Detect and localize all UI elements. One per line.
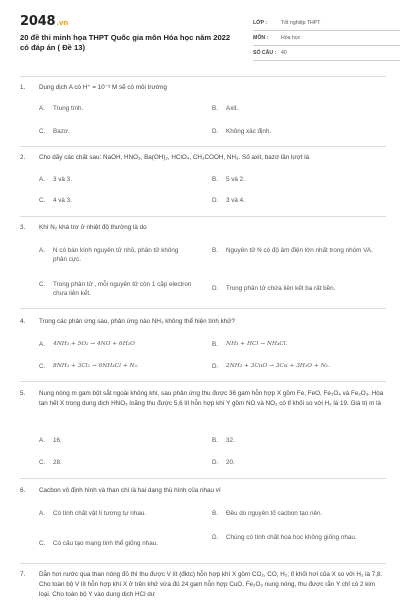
question-block [20,146,386,217]
question-stem: 3. Khí N₂ khá trơ ở nhiệt độ thường là do [20,224,147,231]
answer-option[interactable]: A. 16. [39,437,62,444]
document-header [20,14,386,58]
answer-option[interactable]: D. 2NH₃ + 3CuO → 3Cu + 3H₂O + N₂. [212,363,330,370]
question-stem: 6. Cacbon vô định hình và than chì là hai dạng thù hình của nhau vì [20,487,221,494]
question-block [20,381,386,477]
question-stem: 2. Cho dãy các chất sau: NaOH, HNO₃, Ba(OH)₂, HClO₄, CH₃COOH, NH₃. Số axit, bazơ lần lượt là [20,154,310,161]
question-stem: 1. Dung dịch A có H⁺ = 10⁻³ M sẽ có môi trường [20,84,167,91]
question-block [20,563,386,600]
answer-option[interactable]: B. 5 và 2. [212,176,245,183]
answer-option[interactable]: A. Có tính chất vật lí tương tự nhau. [39,510,147,517]
meta-row-class: LỚP : Tốt nghiệp THPT [253,16,400,31]
question-stem: 5. Nung nóng m gam bột sắt ngoài không khí, sau phản ứng thu được 36 gam hỗn hợp X gồm Fe, FeO, Fe₃O₄ và Fe₂O₃. Hòa tan hết X trong dung dịch HNO₃ loãng thu được 5,6 lít hỗn hợp khí Y gồm NO và NO₂ có tỉ khối so với H₂ là 19. Giá trị m là [20,390,384,407]
document-meta [253,16,400,61]
answer-option[interactable]: C. 8NH₃ + 3Cl₂ → 6NH₄Cl + N₂. [39,363,139,370]
question-block [20,76,386,147]
answer-option[interactable]: C. 28. [39,459,62,466]
answer-option[interactable]: D. 3 và 4. [212,197,245,204]
answer-option[interactable]: B. Đều do nguyên tố cacbon tạo nên. [212,510,323,517]
answer-option[interactable]: B. Nguyên tử N có độ âm điện lớn nhất trong nhóm VA. [212,247,373,254]
meta-row-subject: MÔN : Hóa học [253,31,400,46]
question-stem: 4. Trong các phản ứng sau, phản ứng nào NH₃ không thể hiện tính khử? [20,318,235,325]
answer-option[interactable]: B. NH₃ + HCl → NH₄Cl. [212,341,288,348]
answer-option[interactable]: C. 4 và 3. [39,197,72,204]
answer-option[interactable]: C. Trong phân tử , mỗi nguyên tử còn 1 cặp electron chưa liên kết. [39,281,192,297]
answer-option[interactable]: A. Trung tính. [39,105,84,112]
answer-option[interactable]: A. 4NH₃ + 5O₂ → 4NO + 6H₂O [39,341,135,348]
answer-option[interactable]: B. Axit. [212,105,239,112]
answer-option[interactable]: C. Có cấu tạo mạng tinh thể giống nhau. [39,540,159,547]
question-block [20,308,386,381]
answer-option[interactable]: D. Chúng có tính chất hoá học không giống nhau. [212,534,357,541]
question-stem: 7. Dẫn hơi nước qua than nóng đỏ thì thu được V lít (đktc) hỗn hợp khí X gồm CO₂, CO, H₂; tỉ khối hơi của X so với H₂ là 7,8. Cho toàn bộ V lít hỗn hợp khí X ở trên khử vừa đủ 24 gam hỗn hợp CuO, Fe₂O₃ nung nóng, thu được rắn Y chỉ có 2 kim loại. Cho toàn bộ Y vào dung dịch HCl dư [20,571,383,598]
answer-option[interactable]: A. N có bán kính nguyên tử nhỏ, phân tử không phân cực. [39,247,179,263]
meta-row-count: SỐ CÂU : 40 [253,46,400,61]
document-title: 20 đề thi minh họa THPT Quốc gia môn Hóa học năm 2022 có đáp án ( Đề 13) [20,33,231,52]
answer-option[interactable]: B. 32. [212,437,235,444]
question-block [20,216,386,309]
answer-option[interactable]: D. Trong phân tử chứa liên kết ba rất bền. [212,285,336,292]
site-logo[interactable]: 2048.vn [20,14,68,29]
question-block [20,478,386,561]
answer-option[interactable]: C. Bazơ. [39,128,70,135]
answer-option[interactable]: D. Không xác định. [212,128,272,135]
answer-option[interactable]: A. 3 và 3. [39,176,72,183]
answer-option[interactable]: D. 20. [212,459,235,466]
